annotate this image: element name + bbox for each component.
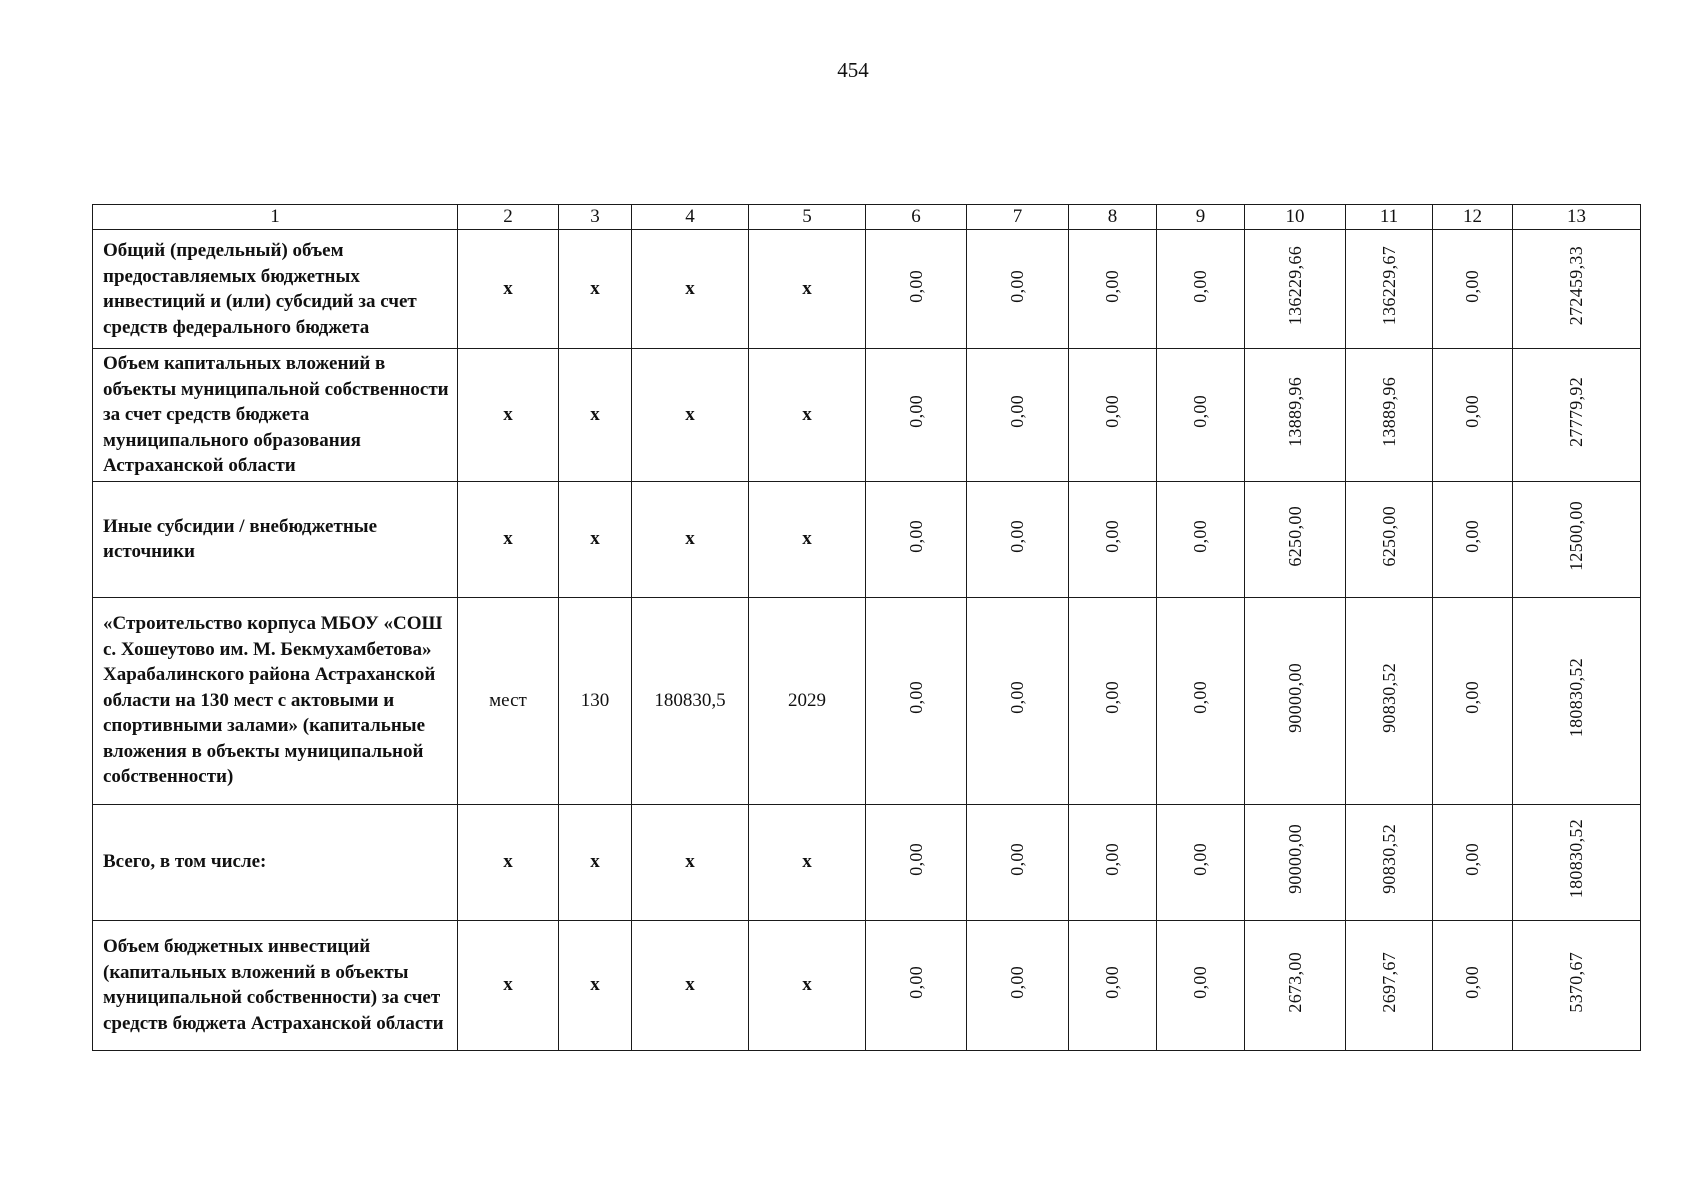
column-number-cell: 13 bbox=[1513, 205, 1641, 230]
year-cell: x bbox=[749, 230, 866, 349]
column-number-cell: 2 bbox=[458, 205, 559, 230]
value-text: 0,00 bbox=[1102, 269, 1122, 303]
value-text: 27779,92 bbox=[1566, 376, 1586, 447]
value-text: 0,00 bbox=[1462, 269, 1482, 303]
value-cell bbox=[1069, 920, 1157, 1050]
value-text: 272459,33 bbox=[1566, 246, 1586, 326]
value-cell bbox=[866, 597, 967, 804]
value-cell bbox=[967, 481, 1069, 597]
value-cell bbox=[1513, 349, 1641, 482]
value-cell bbox=[1245, 597, 1346, 804]
value-text: 6250,00 bbox=[1378, 505, 1399, 567]
row-description: Объем капитальных вложений в объекты муниципальной собственности за счет средств бюджета муниципального образования Астраханской области bbox=[93, 349, 458, 482]
capacity-cell: 130 bbox=[559, 597, 632, 804]
value-cell bbox=[1245, 349, 1346, 482]
value-cell bbox=[1513, 804, 1641, 920]
value-text: 136229,66 bbox=[1284, 246, 1305, 326]
value-text: 12500,00 bbox=[1566, 501, 1586, 571]
column-number-cell: 11 bbox=[1346, 205, 1433, 230]
value-cell bbox=[866, 920, 967, 1050]
value-cell bbox=[1157, 920, 1245, 1050]
unit-cell: мест bbox=[458, 597, 559, 804]
value-text: 13889,96 bbox=[1284, 376, 1305, 447]
value-cell bbox=[1346, 920, 1433, 1050]
column-number-cell: 4 bbox=[632, 205, 749, 230]
value-text: 136229,67 bbox=[1378, 246, 1399, 326]
value-cell bbox=[1157, 349, 1245, 482]
value-cell bbox=[1245, 230, 1346, 349]
value-cell bbox=[967, 349, 1069, 482]
capacity-cell: x bbox=[559, 349, 632, 482]
value-cell bbox=[866, 349, 967, 482]
capacity-cell: x bbox=[559, 920, 632, 1050]
unit-cell: x bbox=[458, 481, 559, 597]
value-cell bbox=[1157, 597, 1245, 804]
cost-cell: x bbox=[632, 349, 749, 482]
value-text: 0,00 bbox=[1007, 269, 1027, 303]
value-cell bbox=[967, 597, 1069, 804]
value-text: 0,00 bbox=[905, 965, 926, 999]
value-text: 0,00 bbox=[1462, 681, 1482, 714]
value-text: 0,00 bbox=[1190, 681, 1210, 714]
value-cell bbox=[1069, 481, 1157, 597]
value-cell bbox=[866, 481, 967, 597]
value-cell bbox=[1433, 230, 1513, 349]
value-cell bbox=[1433, 597, 1513, 804]
year-cell: x bbox=[749, 804, 866, 920]
value-text: 0,00 bbox=[1007, 681, 1027, 714]
value-cell bbox=[1433, 349, 1513, 482]
cost-cell: x bbox=[632, 481, 749, 597]
value-text: 180830,52 bbox=[1566, 819, 1586, 899]
value-cell bbox=[967, 230, 1069, 349]
column-number-row bbox=[93, 205, 1641, 230]
page-number: 454 bbox=[837, 58, 869, 82]
column-number-cell: 6 bbox=[866, 205, 967, 230]
value-text: 180830,52 bbox=[1566, 657, 1586, 738]
column-number-cell: 9 bbox=[1157, 205, 1245, 230]
value-cell bbox=[1513, 920, 1641, 1050]
value-cell bbox=[1069, 230, 1157, 349]
value-text: 6250,00 bbox=[1284, 505, 1305, 567]
value-text: 0,00 bbox=[1007, 965, 1027, 999]
value-text: 0,00 bbox=[905, 681, 926, 714]
unit-cell: x bbox=[458, 349, 559, 482]
table-row bbox=[93, 481, 1641, 597]
value-text: 0,00 bbox=[1007, 842, 1027, 876]
row-description: Общий (предельный) объем предоставляемых бюджетных инвестиций и (или) субсидий за счет средств федерального бюджета bbox=[93, 230, 458, 349]
value-text: 0,00 bbox=[1102, 519, 1122, 553]
value-text: 2673,00 bbox=[1284, 951, 1305, 1013]
value-text: 0,00 bbox=[1190, 842, 1210, 876]
column-number-cell: 1 bbox=[93, 205, 458, 230]
year-cell: 2029 bbox=[749, 597, 866, 804]
value-cell bbox=[1433, 804, 1513, 920]
value-text: 0,00 bbox=[905, 519, 926, 553]
table-row bbox=[93, 349, 1641, 482]
value-cell bbox=[1157, 481, 1245, 597]
row-description: «Строительство корпуса МБОУ «СОШ с. Хошеутово им. М. Бекмухамбетова» Харабалинского района Астраханской области на 130 мест с актовыми и спортивными залами» (капитальные вложения в объекты муниципальной собственности) bbox=[93, 597, 458, 804]
table-row bbox=[93, 804, 1641, 920]
value-text: 0,00 bbox=[1102, 395, 1122, 429]
cost-cell: x bbox=[632, 230, 749, 349]
cost-cell: 180830,5 bbox=[632, 597, 749, 804]
value-cell bbox=[1513, 597, 1641, 804]
value-text: 90000,00 bbox=[1284, 824, 1305, 894]
capacity-cell: x bbox=[559, 804, 632, 920]
value-cell bbox=[967, 920, 1069, 1050]
unit-cell: x bbox=[458, 804, 559, 920]
value-text: 0,00 bbox=[905, 842, 926, 876]
value-text: 0,00 bbox=[1102, 681, 1122, 714]
column-number-cell: 3 bbox=[559, 205, 632, 230]
column-number-cell: 7 bbox=[967, 205, 1069, 230]
capacity-cell: x bbox=[559, 481, 632, 597]
value-cell bbox=[1245, 481, 1346, 597]
value-cell bbox=[1513, 481, 1641, 597]
value-text: 90000,00 bbox=[1284, 662, 1305, 733]
column-number-cell: 5 bbox=[749, 205, 866, 230]
value-cell bbox=[1069, 349, 1157, 482]
value-cell bbox=[866, 230, 967, 349]
value-text: 0,00 bbox=[1102, 842, 1122, 876]
value-text: 0,00 bbox=[1190, 395, 1210, 429]
value-cell bbox=[1346, 230, 1433, 349]
capacity-cell: x bbox=[559, 230, 632, 349]
value-cell bbox=[1346, 597, 1433, 804]
row-description: Всего, в том числе: bbox=[93, 804, 458, 920]
value-text: 0,00 bbox=[1190, 269, 1210, 303]
value-text: 90830,52 bbox=[1378, 662, 1399, 733]
value-text: 0,00 bbox=[905, 395, 926, 429]
value-cell bbox=[967, 804, 1069, 920]
year-cell: x bbox=[749, 920, 866, 1050]
cost-cell: x bbox=[632, 920, 749, 1050]
value-text: 0,00 bbox=[1462, 842, 1482, 876]
row-description: Объем бюджетных инвестиций (капитальных вложений в объекты муниципальной собственности) за счет средств бюджета Астраханской области bbox=[93, 920, 458, 1050]
value-text: 0,00 bbox=[1462, 395, 1482, 429]
value-cell bbox=[1346, 481, 1433, 597]
value-text: 0,00 bbox=[1462, 965, 1482, 999]
year-cell: x bbox=[749, 481, 866, 597]
value-cell bbox=[1346, 804, 1433, 920]
cost-cell: x bbox=[632, 804, 749, 920]
column-number-cell: 8 bbox=[1069, 205, 1157, 230]
value-text: 0,00 bbox=[1190, 965, 1210, 999]
table-row bbox=[93, 597, 1641, 804]
value-text: 0,00 bbox=[1190, 519, 1210, 553]
value-text: 0,00 bbox=[1007, 519, 1027, 553]
value-cell bbox=[1346, 349, 1433, 482]
table-row bbox=[93, 920, 1641, 1050]
value-text: 0,00 bbox=[905, 269, 926, 303]
value-text: 0,00 bbox=[1102, 965, 1122, 999]
value-cell bbox=[1245, 920, 1346, 1050]
value-cell bbox=[1245, 804, 1346, 920]
value-cell bbox=[1157, 230, 1245, 349]
unit-cell: x bbox=[458, 230, 559, 349]
value-cell bbox=[1433, 920, 1513, 1050]
table-row bbox=[93, 230, 1641, 349]
value-text: 2697,67 bbox=[1378, 951, 1399, 1013]
value-cell bbox=[1069, 804, 1157, 920]
value-cell bbox=[866, 804, 967, 920]
unit-cell: x bbox=[458, 920, 559, 1050]
value-text: 90830,52 bbox=[1378, 824, 1399, 894]
value-text: 0,00 bbox=[1007, 395, 1027, 429]
value-text: 13889,96 bbox=[1378, 376, 1399, 447]
value-text: 5370,67 bbox=[1566, 951, 1586, 1013]
value-cell bbox=[1433, 481, 1513, 597]
column-number-cell: 12 bbox=[1433, 205, 1513, 230]
value-cell bbox=[1069, 597, 1157, 804]
year-cell: x bbox=[749, 349, 866, 482]
column-number-cell: 10 bbox=[1245, 205, 1346, 230]
row-description: Иные субсидии / внебюджетные источники bbox=[93, 481, 458, 597]
budget-table bbox=[92, 204, 1641, 1051]
value-cell bbox=[1157, 804, 1245, 920]
value-text: 0,00 bbox=[1462, 519, 1482, 553]
value-cell bbox=[1513, 230, 1641, 349]
